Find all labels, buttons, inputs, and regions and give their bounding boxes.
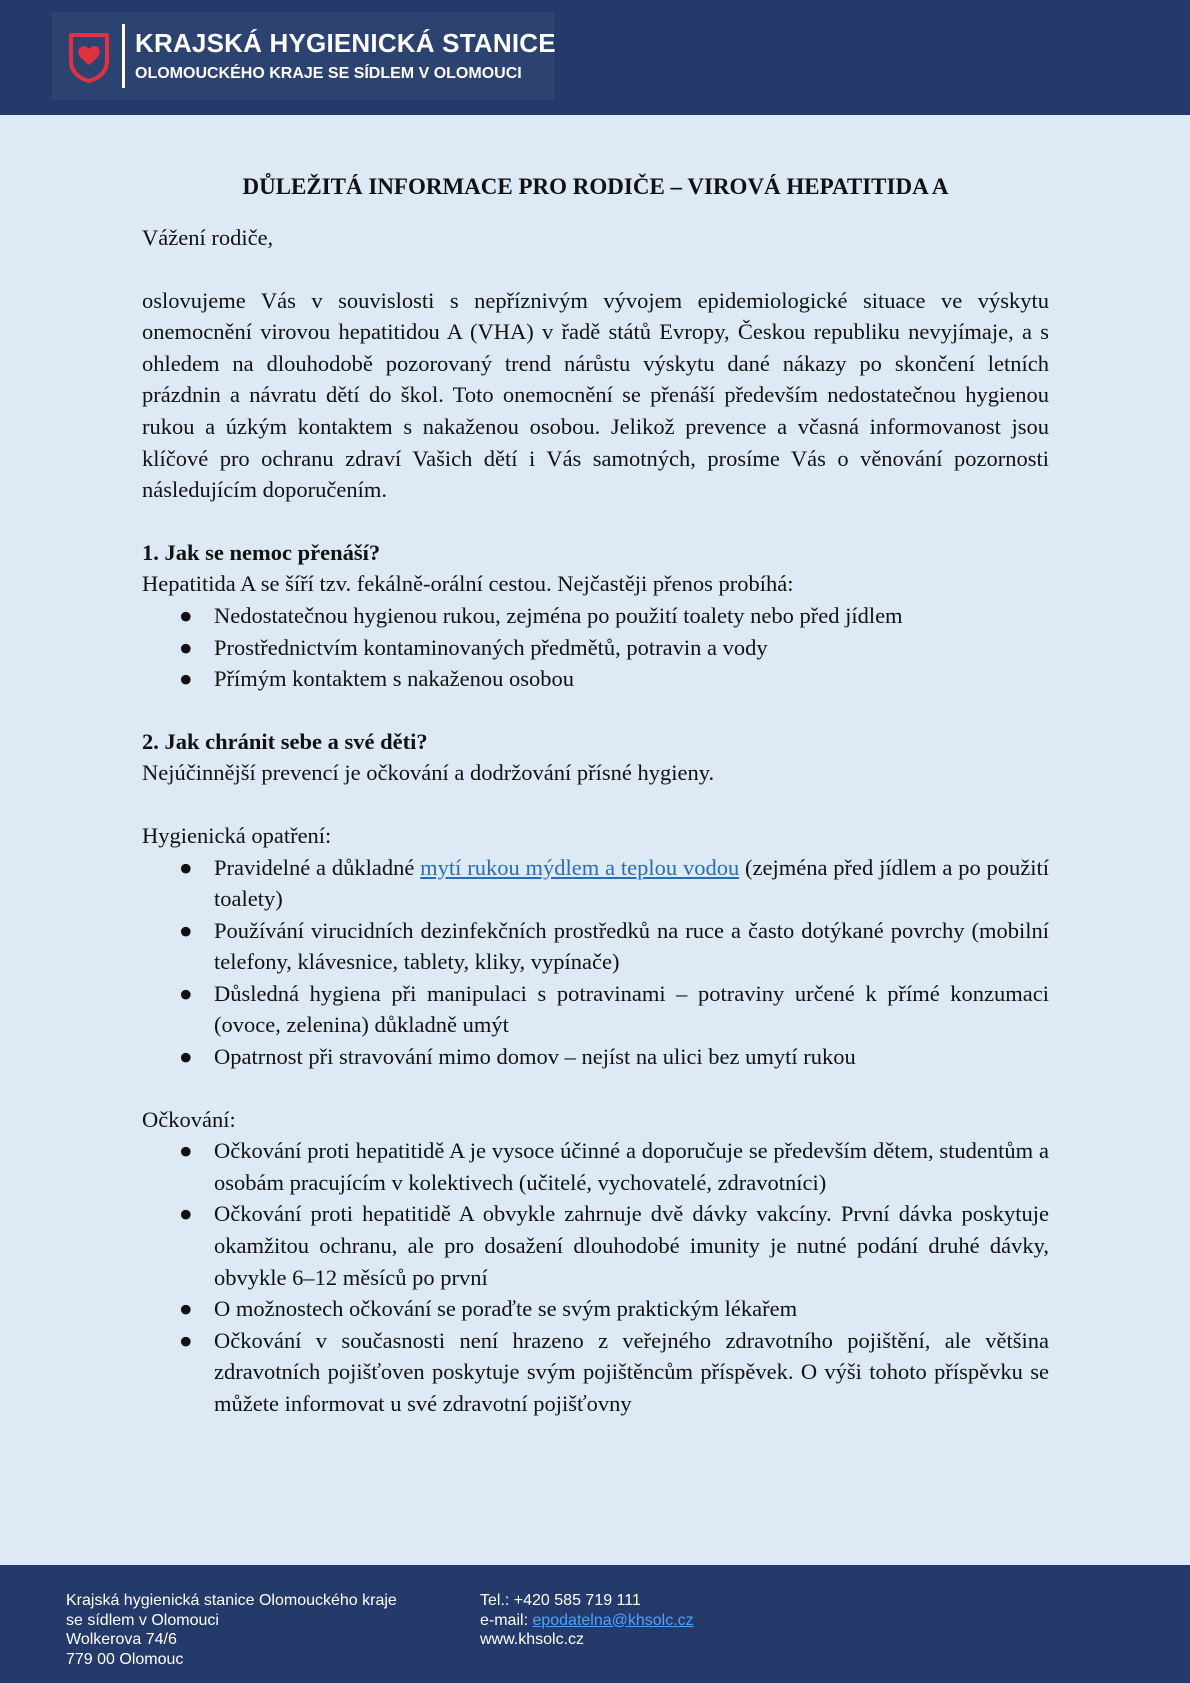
logo-title: KRAJSKÁ HYGIENICKÁ STANICE bbox=[135, 28, 556, 58]
handwashing-link[interactable]: mytí rukou mýdlem a teplou vodou bbox=[420, 854, 740, 880]
footer-email-link[interactable]: epodatelna@khsolc.cz bbox=[532, 1611, 694, 1629]
list-item: ● Nedostatečnou hygienou rukou, zejména po použití toalety nebo před jídlem bbox=[142, 600, 1049, 632]
vaccination-list bbox=[142, 1135, 1049, 1419]
hygiene-list bbox=[142, 852, 1049, 1073]
footer-address bbox=[66, 1591, 397, 1669]
bullet-icon: ● bbox=[179, 854, 193, 880]
bullet-icon: ● bbox=[179, 1044, 193, 1070]
list-item: ● Pravidelné a důkladné mytí rukou mýdlem a teplou vodou (zejména před jídlem a po použití toalety) bbox=[142, 852, 1049, 915]
bullet-icon: ● bbox=[179, 1327, 193, 1353]
footer-contacts bbox=[480, 1591, 694, 1650]
greeting: Vážení rodiče, bbox=[142, 225, 274, 250]
list-item: ● Důsledná hygiena při manipulaci s potravinami – potraviny určené k přímé konzumaci (ovoce, zelenina) důkladně umýt bbox=[142, 978, 1049, 1041]
footer-phone: Tel.: +420 585 719 111 bbox=[480, 1592, 641, 1609]
logo-subtitle: OLOMOUCKÉHO KRAJE SE SÍDLEM V OLOMOUCI bbox=[135, 65, 522, 82]
list-item: ● Očkování proti hepatitidě A je vysoce účinné a doporučuje se především dětem, studentům a osobám pracujícím v kolektivech (učitelé, vychovatelé, zdravotníci) bbox=[142, 1135, 1049, 1198]
hygiene-label: Hygienická opatření: bbox=[142, 822, 332, 848]
footer-email-label: e-mail: bbox=[480, 1611, 533, 1629]
section-2-title: 2. Jak chránit sebe a své děti? bbox=[142, 728, 428, 754]
heart-shield-icon bbox=[67, 31, 111, 83]
footer-city: 779 00 Olomouc bbox=[66, 1650, 184, 1668]
section-1-title: 1. Jak se nemoc přenáší? bbox=[142, 539, 381, 565]
footer-org-name: Krajská hygienická stanice Olomouckého kraje bbox=[66, 1592, 397, 1609]
list-item: ● Přímým kontaktem s nakaženou osobou bbox=[142, 663, 1049, 695]
bullet-icon: ● bbox=[179, 917, 193, 943]
bullet-icon: ● bbox=[179, 634, 193, 660]
list-item: ● Očkování v současnosti není hrazeno z veřejného zdravotního pojištění, ale většina zdravotních pojišťoven poskytuje svým pojištěncům příspěvek. O výši tohoto příspěvku se můžete informovat u své zdravotní pojišťovny bbox=[142, 1325, 1049, 1420]
logo-divider bbox=[122, 24, 125, 88]
footer-org-seat: se sídlem v Olomouci bbox=[66, 1611, 219, 1629]
list-item: ● Opatrnost při stravování mimo domov – nejíst na ulici bez umytí rukou bbox=[142, 1041, 1049, 1073]
document-title: DŮLEŽITÁ INFORMACE PRO RODIČE – VIROVÁ HEPATITIDA A bbox=[242, 174, 949, 199]
list-item: ● Používání virucidních dezinfekčních prostředků na ruce a často dotýkané povrchy (mobilní telefony, klávesnice, tablety, kliky, vypínače) bbox=[142, 915, 1049, 978]
section-2-lead: Nejúčinnější prevencí je očkování a dodržování přísné hygieny. bbox=[142, 760, 715, 786]
transmission-list bbox=[142, 600, 1049, 695]
bullet-icon: ● bbox=[179, 980, 193, 1006]
bullet-icon: ● bbox=[179, 1201, 193, 1227]
bullet-icon: ● bbox=[179, 602, 193, 628]
footer-web[interactable]: www.khsolc.cz bbox=[480, 1631, 585, 1648]
bullet-icon: ● bbox=[179, 1138, 193, 1164]
footer-email-row bbox=[480, 1611, 694, 1631]
bullet-icon: ● bbox=[179, 666, 193, 692]
bullet-icon: ● bbox=[179, 1296, 193, 1322]
list-item: ● O možnostech očkování se poraďte se svým praktickým lékařem bbox=[142, 1293, 1049, 1325]
footer-street: Wolkerova 74/6 bbox=[66, 1631, 177, 1648]
list-item: ● Očkování proti hepatitidě A obvykle zahrnuje dvě dávky vakcíny. První dávka poskytuje okamžitou ochranu, ale pro dosažení dlouhodobé imunity je nutné podání druhé dávky, obvykle 6–12 měsíců po první bbox=[142, 1198, 1049, 1293]
intro-paragraph: oslovujeme Vás v souvislosti s nepříznivým vývojem epidemiologické situace ve výskytu onemocnění virovou hepatitidou A (VHA) v řadě států Evropy, Českou republiku nevyjímaje, a s ohledem na dlouhodobě pozorovaný trend nárůstu výskytu dané nákazy po skončení letních prázdnin a návratu dětí do škol. Toto onemocnění se přenáší především nedostatečnou hygienou rukou a úzkým kontaktem s nakaženou osobou. Jelikož prevence a včasná informovanost jsou klíčové pro ochranu zdraví Vašich dětí i Vás samotných, prosíme Vás o věnování pozornosti následujícím doporučením. bbox=[142, 287, 1049, 503]
footer-band bbox=[0, 1565, 1190, 1683]
header-band bbox=[0, 0, 1190, 115]
list-item: ● Prostřednictvím kontaminovaných předmětů, potravin a vody bbox=[142, 632, 1049, 664]
section-1-lead: Hepatitida A se šíří tzv. fekálně-orální cestou. Nejčastěji přenos probíhá: bbox=[142, 571, 794, 597]
vaccination-label: Očkování: bbox=[142, 1106, 236, 1132]
document-body bbox=[142, 170, 1049, 1420]
org-logo[interactable] bbox=[53, 13, 556, 99]
